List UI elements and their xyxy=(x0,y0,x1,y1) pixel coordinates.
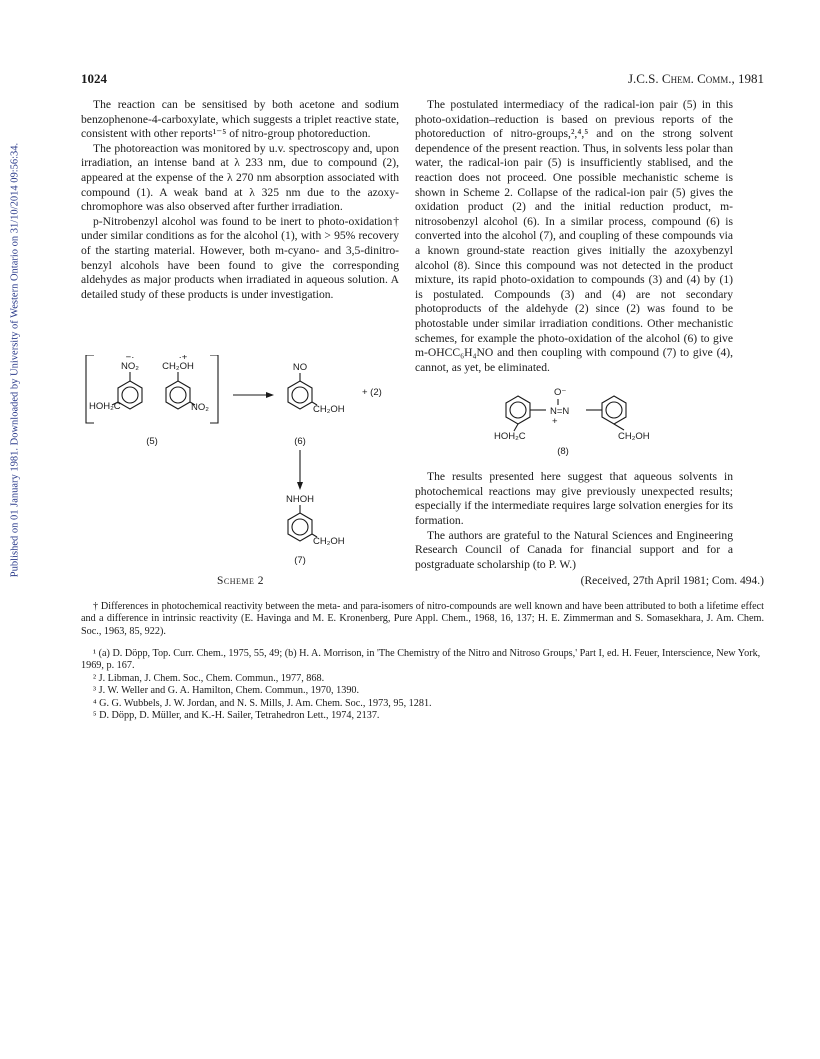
compound-5-label: (5) xyxy=(146,436,158,447)
hydroxymethyl-label: CH₂OH xyxy=(162,361,194,372)
arrow-head-down xyxy=(297,482,303,490)
aromatic-circle-2 xyxy=(170,387,186,403)
compound-8-label: (8) xyxy=(557,446,569,456)
footnote xyxy=(81,601,764,638)
download-watermark xyxy=(0,60,30,660)
compound-7-label: (7) xyxy=(294,555,306,566)
radical-cation-sign: ·+ xyxy=(178,355,188,363)
reference-item: ² J. Libman, J. Chem. Soc., Chem. Commun., 1977, 868. xyxy=(93,672,325,684)
reference-item: ¹ (a) D. Döpp, Top. Curr. Chem., 1975, 55, 49; (b) H. A. Morrison, in 'The Chemistry of the Nitro and Nitroso Groups,' Part I, ed. H. Feuer, Interscience, New York, 1969, p. 167. xyxy=(81,648,761,672)
reference-item: ⁵ D. Döpp, D. Müller, and K.-H. Sailer, Tetrahedron Lett., 1974, 2137. xyxy=(93,710,380,722)
hydroxymethyl-label-6: CH₂OH xyxy=(313,404,345,415)
page-number: 1024 xyxy=(81,71,107,86)
paragraph-sensitisation: The reaction can be sensitised by both acetone and sodium benzophenone-4-carboxylate, which suggests a triplet reactive state, consistent with other reports¹⁻⁵ of nitro-group photoreduction. xyxy=(81,98,399,141)
compound-8-structure xyxy=(490,384,680,456)
hoh2c-label: HOH₂C xyxy=(89,401,121,412)
hydroxylamine-label: NHOH xyxy=(286,494,314,505)
aromatic-circle-8b xyxy=(606,402,622,418)
reference-item: ³ J. W. Weller and G. A. Hamilton, Chem. Commun., 1970, 1390. xyxy=(93,685,360,697)
right-column xyxy=(415,98,733,572)
azoxy-plus: + xyxy=(552,416,558,427)
paragraph-acknowledgement: The authors are grateful to the Natural Sciences and Engineering Research Council of Canada for financial support and for a postgraduate scholarship (to P. W.) xyxy=(415,528,733,571)
download-notice: Published on 01 January 1981. Downloaded by University of Western Ontario on 31/10/2014 09:56:34. xyxy=(9,142,21,578)
azoxy-label: N=N xyxy=(550,406,570,417)
aromatic-circle-8a xyxy=(510,402,526,418)
nitro-group-label-b: NO₂ xyxy=(191,402,209,413)
hydroxymethyl-label-7: CH₂OH xyxy=(313,536,345,547)
aromatic-circle-1 xyxy=(122,387,138,403)
aromatic-circle-7 xyxy=(292,519,308,535)
oxide-label: O⁻ xyxy=(554,387,567,398)
nitroso-label: NO xyxy=(292,362,308,373)
compound-6-label: (6) xyxy=(294,436,306,447)
reaction-scheme xyxy=(78,355,408,570)
radical-anion-sign: −· xyxy=(125,355,135,363)
paragraph-p-nitrobenzyl: p-Nitrobenzyl alcohol was found to be inert to photo-oxidation† under similar conditions as for the alcohol (1), with > 95% recovery of the starting material. However, both m-cyano- and 3,5-dinitro-benzyl alcohols have been found to give the corresponding aldehydes as major products when irradiated in aqueous solution. A detailed study of these products is under investigation. xyxy=(81,214,399,301)
hydroxymethyl-label-8: CH₂OH xyxy=(618,431,650,442)
bracket-right xyxy=(210,355,218,423)
footnote-dagger: † Differences in photochemical reactivity between the meta- and para-isomers of nitro-compounds are well known and have been attributed to both a lifetime effect and a difference in intrinsic reactivity (E. Havinga and M. E. Kronenberg, Pure Appl. Chem., 1968, 16, 137; H. E. Zimmerman and S. Somasekhara, J. Am. Chem. Soc., 1963, 85, 922). xyxy=(81,601,764,637)
paragraph-conclusion: The results presented here suggest that aqueous solvents in photochemical reactions may give previously unexpected results; especially if the intermediate requires large solvation energies for its formation. xyxy=(415,470,733,528)
bracket-left xyxy=(86,355,94,423)
hoh2c-label-8: HOH₂C xyxy=(494,431,526,442)
plus-product-2: + (2) xyxy=(362,387,382,398)
nitro-group-label: NO₂ xyxy=(121,361,139,372)
left-column xyxy=(81,98,399,302)
scheme-caption: Scheme 2 xyxy=(217,575,265,587)
paragraph-mechanism: The postulated intermediacy of the radical-ion pair (5) in this photo-oxidation–reduction is based on previous reports of the photoreduction of nitro-groups,²,⁴,⁵ and on the strong solvent dependence of the present reaction. Thus, in solvents less polar than water, the radical-ion pair (5) is insufficiently stablised, and the reaction does not proceed. One possible mechanistic scheme is shown in Scheme 2. Collapse of the radical-ion pair (5) gives the oxidation product (2) and the initial reduction product, m-nitrosobenzyl alcohol (6). In a similar process, compound (6) is converted into the alcohol (7), and coupling of these compounds via a known ground-state reaction gives initially the azoxybenzyl alcohol (8). Since this compound was not detected in the product mixture, its rapid photo-oxidation to compounds (3) and (4) by (1) is postulated. Compounds (3) and (4) are not secondary photoproducts of the aldehyde (2) since (2) was found to be photostable under similar irradiation conditions. Other mechanistic schemes, for example the photo-oxidation of the alcohol (6) to give m-OHCC₆H₄NO and then coupling with compound (7) to give (4), cannot, as yet, be eliminated. xyxy=(415,98,733,374)
arrow-head-right xyxy=(266,392,274,398)
received-date: (Received, 27th April 1981; Com. 494.) xyxy=(580,575,764,587)
paragraph-uv-monitoring: The photoreaction was monitored by u.v. spectroscopy and, upon irradiation, an intense band at λ 233 nm, due to compound (2), appeared at the expense of the λ 270 nm absorption associated with compound (1). A weak band at λ 325 nm due to the azoxy-chromophore was also observed after further irradiation. xyxy=(81,141,399,214)
reference-item: ⁴ G. G. Wubbels, J. W. Jordan, and N. S. Mills, J. Am. Chem. Soc., 1973, 95, 1281. xyxy=(93,697,432,709)
aromatic-circle-6 xyxy=(292,387,308,403)
references xyxy=(81,648,764,722)
running-head: J.C.S. Chem. Comm., 1981 xyxy=(627,71,764,86)
